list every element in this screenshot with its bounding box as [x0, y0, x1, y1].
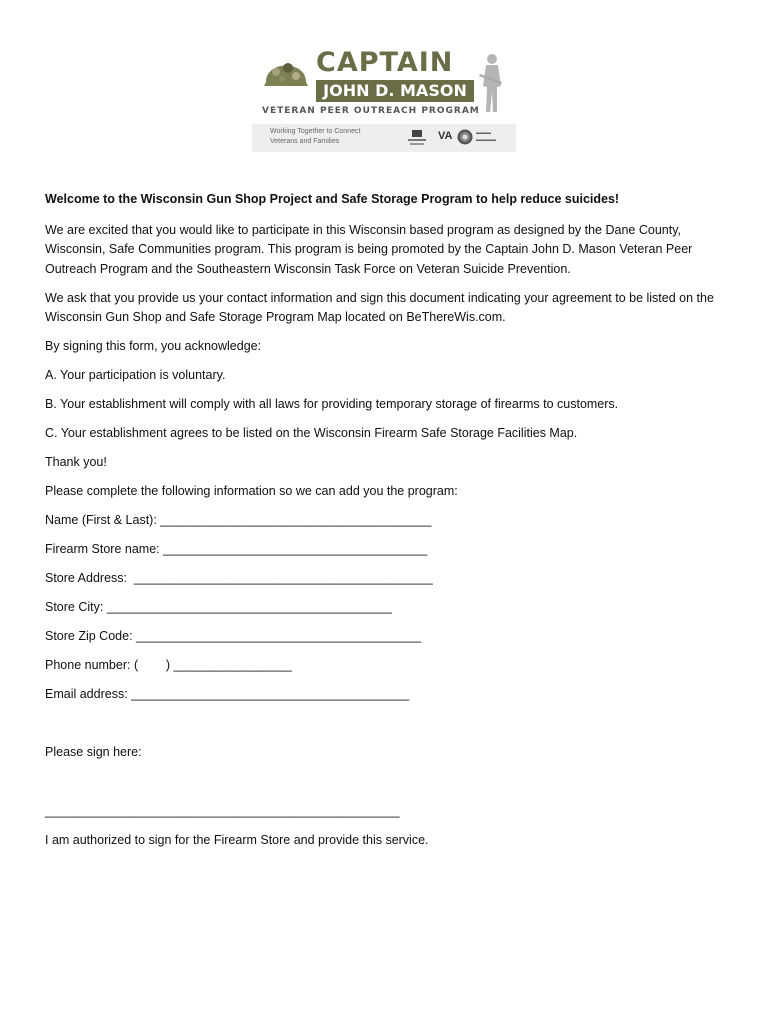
item-a: A. Your participation is voluntary.: [45, 368, 226, 382]
request-paragraph: We ask that you provide us your contact information and sign this document indicating your agreement to be listed on the Wisconsin Gun Shop and Safe Storage Program Map located on BeThereWis.com.: [45, 290, 714, 324]
sign-here-label: Please sign here:: [45, 745, 142, 759]
signature-line[interactable]: ___________________________________________________: [45, 804, 400, 818]
logo-tagline: Working Together to Connect Veterans and Families: [270, 128, 361, 145]
email-field[interactable]: Email address: ________________________________________: [45, 687, 410, 701]
complete-instruction: Please complete the following information so we can add you the program:: [45, 484, 458, 498]
acknowledge-text: By signing this form, you acknowledge:: [45, 339, 262, 353]
department-logo-text: ▬▬▬ ▬▬▬▬: [476, 130, 496, 143]
program-logo: [252, 44, 516, 152]
store-name-field[interactable]: Firearm Store name: ______________________________________: [45, 542, 428, 556]
document-body: [45, 190, 725, 860]
agency-logo-icon: [406, 129, 428, 147]
thanks-text: Thank you!: [45, 455, 107, 469]
document-title: Welcome to the Wisconsin Gun Shop Project and Safe Storage Program to help reduce suicides!: [45, 192, 620, 206]
item-b: B. Your establishment will comply with all laws for providing temporary storage of firearms to customers.: [45, 397, 619, 411]
intro-paragraph: We are excited that you would like to participate in this Wisconsin based program as designed by the Dane County, Wisconsin, Safe Communities program. This program is being promoted by the Captain John D. Mason Veteran Peer Outreach Program and the Southeastern Wisconsin Task Force on Veteran Suicide Prevention.: [45, 222, 693, 276]
name-field[interactable]: Name (First & Last): _______________________________________: [45, 513, 432, 527]
item-c: C. Your establishment agrees to be listed on the Wisconsin Firearm Safe Storage Facilities Map.: [45, 426, 578, 440]
store-city-field[interactable]: Store City: _________________________________________: [45, 600, 392, 614]
helmet-icon: [262, 48, 310, 96]
logo-captain-text: CAPTAIN: [316, 47, 454, 78]
logo-name-band: JOHN D. MASON: [316, 80, 474, 102]
phone-field[interactable]: Phone number: ( ) _________________: [45, 658, 292, 672]
logo-program-text: VETERAN PEER OUTREACH PROGRAM: [262, 106, 480, 116]
va-logo: VA: [438, 130, 453, 142]
store-zip-field[interactable]: Store Zip Code: _________________________________________: [45, 629, 422, 643]
authorization-statement: I am authorized to sign for the Firearm Store and provide this service.: [45, 833, 429, 847]
store-address-field[interactable]: Store Address: ___________________________________________: [45, 571, 433, 585]
partner-logos-strip: [252, 124, 516, 152]
seal-icon: [457, 129, 473, 145]
soldier-silhouette-icon: [476, 52, 506, 114]
